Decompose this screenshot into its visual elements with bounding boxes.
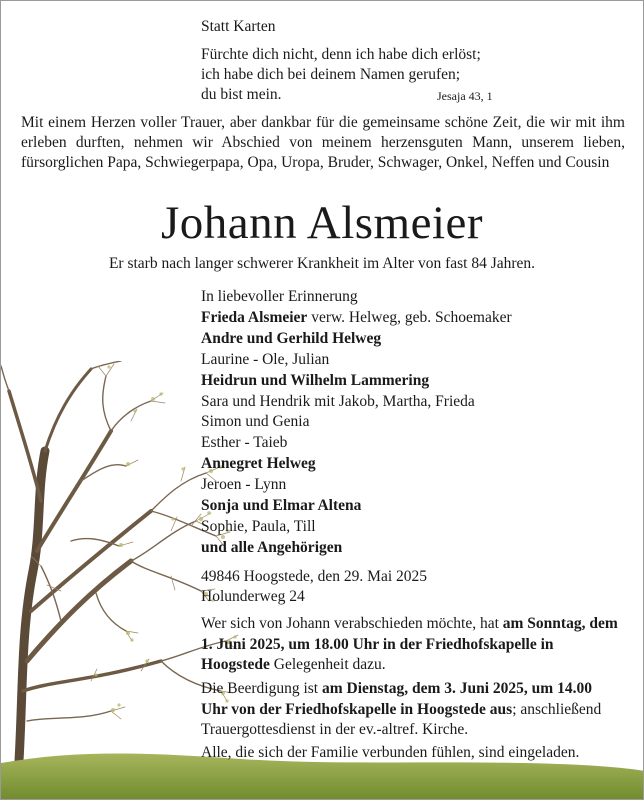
deceased-name: Johann Alsmeier — [160, 197, 484, 249]
mourner-line: Simon und Genia — [201, 413, 310, 431]
funeral-time-place: am Dienstag, dem 3. Juni 2025, um 14.00 Uhr von der Friedhofskapelle in Hoogstede aus — [201, 680, 592, 718]
address-block — [201, 567, 427, 607]
verse-line: ich habe dich bei deinem Namen gerufen; — [201, 66, 461, 83]
farewell-paragraph — [201, 614, 621, 676]
statt-karten-text: Statt Karten — [201, 18, 276, 35]
mourner-line — [201, 308, 621, 329]
funeral-text: Die Beerdigung ist — [201, 680, 322, 697]
widow-name: Frieda Alsmeier — [201, 308, 308, 326]
mourner-line: Andre und Gerhild Helweg — [201, 329, 382, 347]
mourner-line: Sonja und Elmar Altena — [201, 497, 362, 515]
mourner-line: Heidrun und Wilhelm Lammering — [201, 371, 430, 389]
mourner-line: Laurine - Ole, Julian — [201, 350, 330, 368]
invitation-text: Alle, die sich der Familie verbunden fühlen, sind eingeladen. — [201, 744, 580, 761]
mourner-line: Annegret Helweg — [201, 455, 316, 473]
farewell-text-end: Gelegenheit dazu. — [269, 656, 386, 673]
mourner-line: und alle Angehörigen — [201, 538, 343, 556]
verse-reference: Jesaja 43, 1 — [437, 89, 493, 103]
farewell-time-place: am Sonntag, dem 1. Juni 2025, um 18.00 Uhr in der Friedhofskapelle in Hoogstede — [201, 615, 618, 673]
widow-details: verw. Helweg, geb. Schoemaker — [307, 308, 512, 326]
mourner-line: Esther - Taieb — [201, 434, 288, 452]
verse-line: du bist mein. — [201, 86, 282, 103]
mourner-line: Sara und Hendrik mit Jakob, Martha, Frieda — [201, 392, 475, 410]
mourner-line: Jeroen - Lynn — [201, 476, 287, 494]
funeral-text-end: ; anschließend Trauergottesdienst in der ev.-altref. Kirche. — [201, 700, 602, 738]
mourners-list — [201, 287, 621, 559]
place-date: 49846 Hoogstede, den 29. Mai 2025 — [201, 568, 428, 585]
street-address: Holunderweg 24 — [201, 588, 305, 605]
mourner-line: Sophie, Paula, Till — [201, 517, 316, 535]
death-subline: Er starb nach langer schwerer Krankheit im Alter von fast 84 Jahren. — [108, 255, 536, 272]
farewell-text: Wer sich von Johann verabschieden möchte, hat — [201, 615, 503, 632]
funeral-paragraph — [201, 679, 621, 741]
intro-paragraph: Mit einem Herzen voller Trauer, aber dankbar für die gemeinsame schöne Zeit, die wir mit ihm erleben durften, nehmen wir Abschied von meinem herzensguten Mann, unserem lieben, fürsorglichen Papa, Schwiegerpapa, Opa, Uropa, Bruder, Schwager, Onkel, Neffen und Cousin — [21, 114, 625, 171]
mourners-intro: In liebevoller Erinnerung — [201, 288, 358, 305]
verse-line: Fürchte dich nicht, denn ich habe dich erlöst; — [201, 46, 481, 63]
